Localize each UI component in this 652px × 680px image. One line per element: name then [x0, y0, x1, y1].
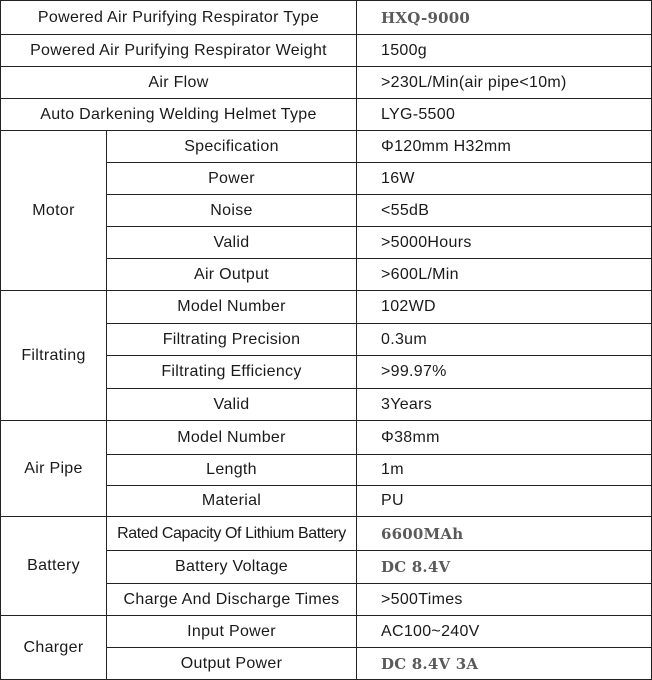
spec-label: Powered Air Purifying Respirator Type: [1, 1, 357, 35]
spec-label: Filtrating Precision: [107, 324, 357, 356]
spec-row: [1, 517, 652, 551]
spec-label: Battery Voltage: [107, 551, 357, 584]
spec-label: Output Power: [107, 648, 357, 680]
spec-value: HXQ-9000: [357, 1, 652, 35]
spec-label: Auto Darkening Welding Helmet Type: [1, 99, 357, 131]
spec-label: Valid: [107, 389, 357, 421]
spec-value: DC 8.4V: [357, 551, 652, 584]
spec-value: <55dB: [357, 195, 652, 227]
spec-label: Charge And Discharge Times: [107, 584, 357, 616]
spec-value: Φ120mm H32mm: [357, 131, 652, 163]
spec-label: Model Number: [107, 291, 357, 324]
spec-value: 1500g: [357, 35, 652, 67]
spec-row: [1, 291, 652, 324]
spec-value: PU: [357, 486, 652, 517]
spec-value: LYG-5500: [357, 99, 652, 131]
spec-value: AC100~240V: [357, 616, 652, 648]
spec-label: Powered Air Purifying Respirator Weight: [1, 35, 357, 67]
spec-row: [1, 99, 652, 131]
spec-value: 6600MAh: [357, 517, 652, 551]
spec-value: Φ38mm: [357, 421, 652, 455]
spec-value: 102WD: [357, 291, 652, 324]
spec-label: Power: [107, 163, 357, 195]
spec-label: Noise: [107, 195, 357, 227]
spec-label: Valid: [107, 227, 357, 259]
spec-label: Rated Capacity Of Lithium Battery: [107, 517, 357, 551]
spec-row: [1, 616, 652, 648]
spec-value: >600L/Min: [357, 259, 652, 291]
spec-label: Air Flow: [1, 67, 357, 99]
spec-label: Filtrating Efficiency: [107, 356, 357, 389]
spec-value: >5000Hours: [357, 227, 652, 259]
spec-value: >99.97%: [357, 356, 652, 389]
spec-row: [1, 421, 652, 455]
spec-row: [1, 1, 652, 35]
group-label-charger: Charger: [1, 616, 107, 680]
spec-row: [1, 131, 652, 163]
spec-value: 16W: [357, 163, 652, 195]
spec-value: 1m: [357, 455, 652, 486]
spec-label: Material: [107, 486, 357, 517]
spec-row: [1, 35, 652, 67]
spec-label: Air Output: [107, 259, 357, 291]
spec-row: [1, 67, 652, 99]
spec-label: Specification: [107, 131, 357, 163]
group-label-motor: Motor: [1, 131, 107, 291]
spec-value: >500Times: [357, 584, 652, 616]
spec-value: DC 8.4V 3A: [357, 648, 652, 680]
spec-value: 3Years: [357, 389, 652, 421]
group-label-battery: Battery: [1, 517, 107, 616]
spec-label: Input Power: [107, 616, 357, 648]
group-label-air-pipe: Air Pipe: [1, 421, 107, 517]
group-label-filtrating: Filtrating: [1, 291, 107, 421]
spec-label: Length: [107, 455, 357, 486]
spec-value: 0.3um: [357, 324, 652, 356]
spec-value: >230L/Min(air pipe<10m): [357, 67, 652, 99]
spec-label: Model Number: [107, 421, 357, 455]
